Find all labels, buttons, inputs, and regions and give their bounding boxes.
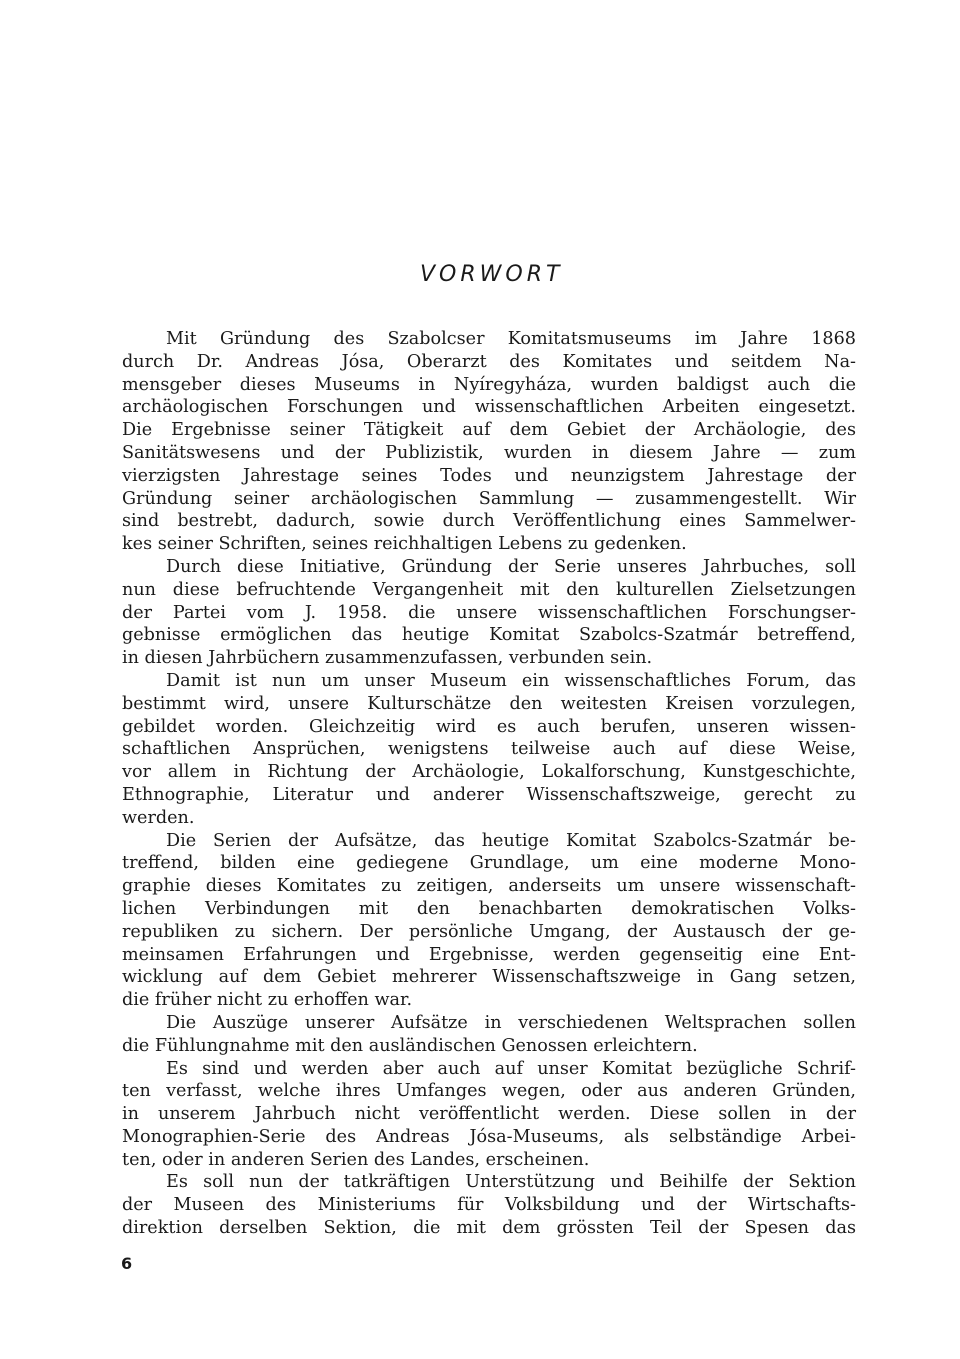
text-line: archäologischen Forschungen und wissenschaftlichen Arbeiten eingesetzt. [122,397,856,418]
text-line: Gründung seiner archäologischen Sammlung — zusammengestellt. Wir [122,488,856,509]
text-line: Es sind und werden aber auch auf unser Komitat bezügliche Schrif- [166,1058,856,1079]
text-line: Die Ergebnisse seiner Tätigkeit auf dem Gebiet der Archäologie, des [122,420,856,441]
text-line: der Museen des Ministeriums für Volksbildung und der Wirtschafts- [122,1195,856,1216]
text-line: ten verfasst, welche ihres Umfanges wegen, oder aus anderen Gründen, [122,1081,856,1102]
text-line: der Partei vom J. 1958. die unsere wissenschaftlichen Forschungser- [122,602,856,623]
text-line: vor allem in Richtung der Archäologie, Lokalforschung, Kunstgeschichte, [122,762,856,783]
text-line: Sanitätswesens und der Publizistik, wurden in diesem Jahre — zum [122,442,856,463]
text-line: in diesen Jahrbüchern zusammenzufassen, verbunden sein. [122,648,653,669]
text-line: Damit ist nun um unser Museum ein wissenschaftliches Forum, das [166,670,856,691]
text-line: nun diese befruchtende Vergangenheit mit den kulturellen Zielsetzungen [122,579,856,600]
text-line: mensgeber dieses Museums in Nyíregyháza, wurden baldigst auch die [122,374,856,395]
text-line: werden. [122,807,195,828]
page-number: 6 [121,1254,133,1273]
text-line: Mit Gründung des Szabolcser Komitatsmuseums im Jahre 1868 [166,329,856,349]
text-line: Es soll nun der tatkräftigen Unterstützung und Beihilfe der Sektion [166,1172,856,1193]
text-line: gebildet worden. Gleichzeitig wird es auch berufen, unseren wissen- [122,716,856,737]
text-line: republiken zu sichern. Der persönliche Umgang, der Austausch der ge- [122,921,856,942]
text-line: die Fühlungnahme mit den ausländischen Genossen erleichtern. [122,1035,698,1056]
text-line: Monographien-Serie des Andreas Jósa-Museums, als selbständige Arbei- [122,1126,856,1147]
text-line: die früher nicht zu erhoffen war. [122,990,413,1011]
text-line: ten, oder in anderen Serien des Landes, erscheinen. [122,1149,590,1170]
text-line: wicklung auf dem Gebiet mehrerer Wissenschaftszweige in Gang setzen, [122,967,856,988]
text-line: vierzigsten Jahrestage seines Todes und neunzigstem Jahrestage der [122,465,856,486]
text-line: lichen Verbindungen mit den benachbarten demokratischen Volks- [122,898,856,919]
text-line: kes seiner Schriften, seines reichhaltigen Lebens zu gedenken. [122,534,687,555]
text-line: Die Serien der Aufsätze, das heutige Komitat Szabolcs-Szatmár be- [166,830,856,851]
text-line: durch Dr. Andreas Jósa, Oberarzt des Komitates und seitdem Na- [122,351,856,372]
text-line: sind bestrebt, dadurch, sowie durch Veröffentlichung eines Sammelwer- [122,511,856,532]
text-line: treffend, bilden eine gediegene Grundlage, um eine moderne Mono- [122,853,856,874]
text-line: meinsamen Erfahrungen und Ergebnisse, werden gegenseitig eine Ent- [122,944,856,965]
text-line: gebnisse ermöglichen das heutige Komitat Szabolcs-Szatmár betreffend, [122,625,856,646]
text-line: graphie dieses Komitates zu zeitigen, anderseits um unsere wissenschaft- [122,876,856,897]
text-line: Ethnographie, Literatur und anderer Wissenschaftszweige, gerecht zu [122,784,856,805]
text-line: in unserem Jahrbuch nicht veröffentlicht werden. Diese sollen in der [122,1104,856,1125]
text-line: direktion derselben Sektion, die mit dem grössten Teil der Spesen das [122,1218,856,1239]
text-line: Die Auszüge unserer Aufsätze in verschiedenen Weltsprachen sollen [166,1012,856,1033]
text-line: schaftlichen Ansprüchen, wenigstens teilweise auch auf diese Weise, [122,739,856,760]
body-text [122,328,856,1240]
text-line: Durch diese Initiative, Gründung der Serie unseres Jahrbuches, soll [166,556,856,577]
text-line: bestimmt wird, unsere Kulturschätze den weitesten Kreisen vorzulegen, [122,693,856,714]
page-title: VORWORT [420,262,564,287]
